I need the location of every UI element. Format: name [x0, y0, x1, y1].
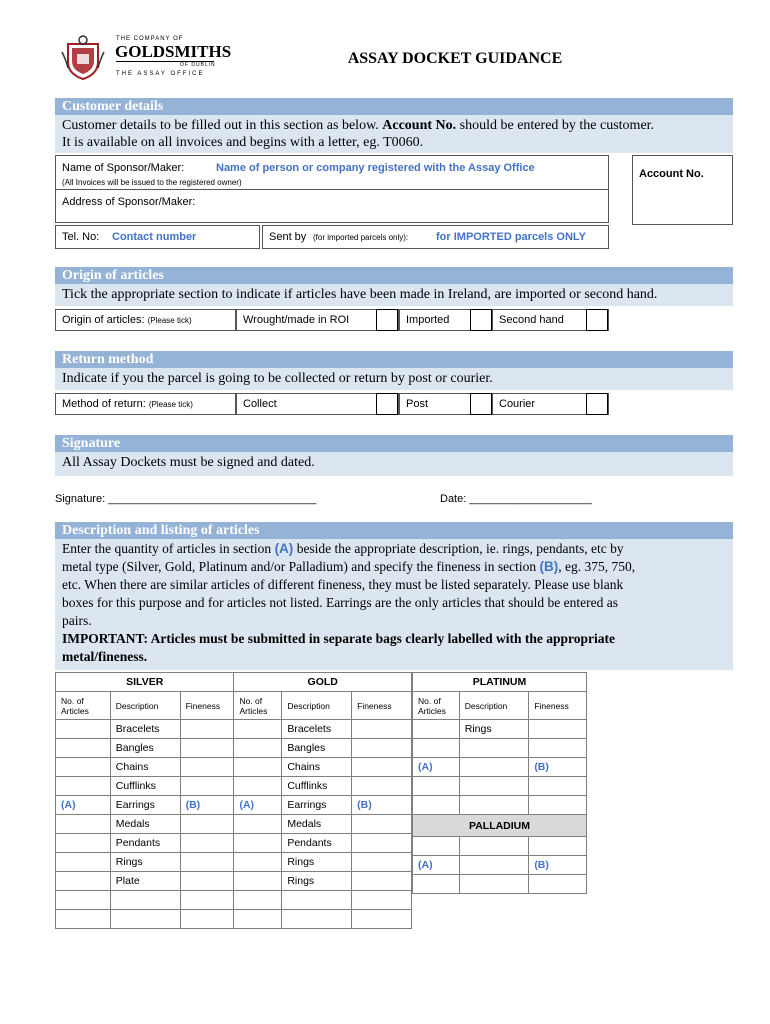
tel-field[interactable]: [55, 225, 260, 249]
table-row: [56, 910, 412, 929]
table-row: Pendants Pendants: [56, 834, 412, 853]
table-row: [413, 837, 587, 856]
sponsor-address-label: Address of Sponsor/Maker:: [62, 196, 196, 208]
table-row: Cufflinks Cufflinks: [56, 777, 412, 796]
customer-intro-line1: Customer details to be filled out in this section as below. Account No. should be entered by the customer.: [62, 118, 655, 133]
gold-marker-b[interactable]: (B): [352, 796, 412, 815]
platinum-palladium-table: [412, 672, 587, 894]
sponsor-name-note: (All Invoices will be issued to the registered owner): [62, 178, 242, 187]
origin-label: Origin of articles: (Please tick): [62, 314, 192, 326]
page-title: ASSAY DOCKET GUIDANCE: [347, 50, 563, 67]
silver-col-fine: Fineness: [180, 692, 234, 720]
silver-col-desc: Description: [110, 692, 180, 720]
return-option-post-label: Post: [406, 398, 429, 410]
table-row: [413, 777, 587, 796]
origin-intro-panel: [55, 284, 733, 306]
tel-label: Tel. No:: [62, 231, 100, 243]
description-heading: Description and listing of articles: [62, 523, 260, 538]
logo-line-2: GOLDSMITHS: [115, 42, 232, 61]
platinum-col-no: No. of Articles: [413, 692, 460, 720]
table-row: Rings: [413, 720, 587, 739]
origin-option-roi-label: Wrought/made in ROI: [243, 314, 350, 326]
sponsor-name-hint: Name of person or company registered with the Assay Office: [216, 162, 535, 174]
goldsmiths-logo: [60, 34, 232, 82]
table-row: Bracelets Bracelets: [56, 720, 412, 739]
origin-option-second-hand-label: Second hand: [499, 314, 564, 326]
platinum-marker-a[interactable]: (A): [413, 758, 460, 777]
gold-col-no: No. of Articles: [234, 692, 282, 720]
platinum-marker-b[interactable]: (B): [529, 758, 587, 777]
table-row: Bangles Bangles: [56, 739, 412, 758]
origin-heading: Origin of articles: [62, 268, 164, 283]
important-line-2: metal/fineness.: [62, 649, 148, 664]
palladium-marker-b[interactable]: (B): [529, 856, 587, 875]
platinum-col-desc: Description: [459, 692, 529, 720]
customer-heading: Customer details: [62, 99, 164, 114]
return-option-courier-label: Courier: [499, 398, 536, 410]
gold-col-desc: Description: [282, 692, 352, 720]
table-row: Plate Rings: [56, 872, 412, 891]
silver-col-no: No. of Articles: [56, 692, 111, 720]
table-row: (A) Earrings (B) (A) Earrings (B): [56, 796, 412, 815]
sponsor-name-field[interactable]: [55, 155, 609, 190]
crest-icon: [60, 34, 106, 80]
return-courier-checkbox[interactable]: [586, 393, 608, 415]
return-header-bar: [55, 351, 733, 368]
silver-marker-b[interactable]: (B): [180, 796, 234, 815]
silver-gold-table: [55, 672, 412, 929]
customer-header-bar: [55, 98, 733, 115]
description-line-4: boxes for this purpose and for articles not listed. Earrings are the only articles that should be entered as: [62, 595, 618, 610]
customer-intro-panel: [55, 115, 733, 153]
origin-option-imported-label: Imported: [406, 314, 450, 326]
return-label: Method of return: (Please tick): [62, 398, 193, 410]
sent-by-note: (for imported parcels only):: [313, 233, 409, 242]
description-line-1: Enter the quantity of articles in section (A) beside the appropriate description, ie. rings, pendants, etc by: [62, 541, 624, 556]
logo-line-4: THE ASSAY OFFICE: [116, 71, 205, 77]
account-no-label: Account No.: [639, 168, 704, 180]
return-intro: Indicate if you the parcel is going to be collected or return by post or courier.: [62, 371, 493, 386]
signature-heading: Signature: [62, 436, 121, 451]
sent-by-field[interactable]: [262, 225, 609, 249]
origin-second-hand-checkbox[interactable]: [586, 309, 608, 331]
silver-marker-a[interactable]: (A): [56, 796, 111, 815]
table-row: Rings Rings: [56, 853, 412, 872]
sent-by-hint: for IMPORTED parcels ONLY: [436, 231, 586, 243]
origin-label-cell: [55, 309, 236, 331]
sent-by-label: Sent by: [269, 231, 307, 243]
palladium-header: PALLADIUM: [413, 815, 587, 837]
description-line-3: etc. When there are similar articles of different fineness, they must be listed separately. Please use blank: [62, 577, 624, 592]
signature-field[interactable]: Signature: __________________________________: [55, 493, 317, 505]
return-intro-panel: [55, 368, 733, 390]
description-intro-panel: [55, 539, 733, 670]
return-heading: Return method: [62, 352, 154, 367]
palladium-marker-a[interactable]: (A): [413, 856, 460, 875]
origin-imported-checkbox[interactable]: [470, 309, 492, 331]
table-row: [413, 856, 587, 875]
table-row: [56, 891, 412, 910]
important-line-1: IMPORTANT: Articles must be submitted in separate bags clearly labelled with the appropriate: [62, 631, 615, 646]
sponsor-address-field[interactable]: [55, 189, 609, 223]
return-post-checkbox[interactable]: [470, 393, 492, 415]
return-option-collect-label: Collect: [243, 398, 277, 410]
origin-header-bar: [55, 267, 733, 284]
description-line-2: metal type (Silver, Gold, Platinum and/or Palladium) and specify the fineness in section (B), eg. 375, 750,: [62, 559, 636, 574]
signature-header-bar: [55, 435, 733, 452]
table-row: Medals Medals: [56, 815, 412, 834]
table-row: Chains Chains: [56, 758, 412, 777]
origin-intro: Tick the appropriate section to indicate if articles have been made in Ireland, are imported or second hand.: [62, 287, 658, 302]
origin-roi-checkbox[interactable]: [376, 309, 398, 331]
logo-line-1: THE COMPANY OF: [116, 36, 184, 42]
gold-marker-a[interactable]: (A): [234, 796, 282, 815]
table-row: [413, 875, 587, 894]
signature-intro: All Assay Dockets must be signed and dated.: [62, 455, 315, 470]
table-row: [413, 739, 587, 758]
description-header-bar: [55, 522, 733, 539]
silver-header: SILVER: [56, 673, 234, 692]
account-no-field[interactable]: [632, 155, 733, 225]
origin-option-roi[interactable]: [236, 309, 399, 331]
logo-line-3: OF DUBLIN: [180, 62, 216, 68]
platinum-col-fine: Fineness: [529, 692, 587, 720]
date-field[interactable]: Date: ____________________: [440, 493, 592, 505]
table-row: [413, 758, 587, 777]
signature-intro-panel: [55, 452, 733, 476]
tel-hint: Contact number: [112, 231, 197, 243]
platinum-header: PLATINUM: [413, 673, 587, 692]
gold-header: GOLD: [234, 673, 412, 692]
return-label-cell: [55, 393, 236, 415]
return-collect-checkbox[interactable]: [376, 393, 398, 415]
sponsor-name-label: Name of Sponsor/Maker:: [62, 162, 185, 174]
table-row: [413, 796, 587, 815]
customer-intro-line2: It is available on all invoices and begins with a letter, eg. T0060.: [62, 135, 424, 150]
description-line-5: pairs.: [62, 613, 92, 628]
gold-col-fine: Fineness: [352, 692, 412, 720]
return-option-collect[interactable]: [236, 393, 399, 415]
